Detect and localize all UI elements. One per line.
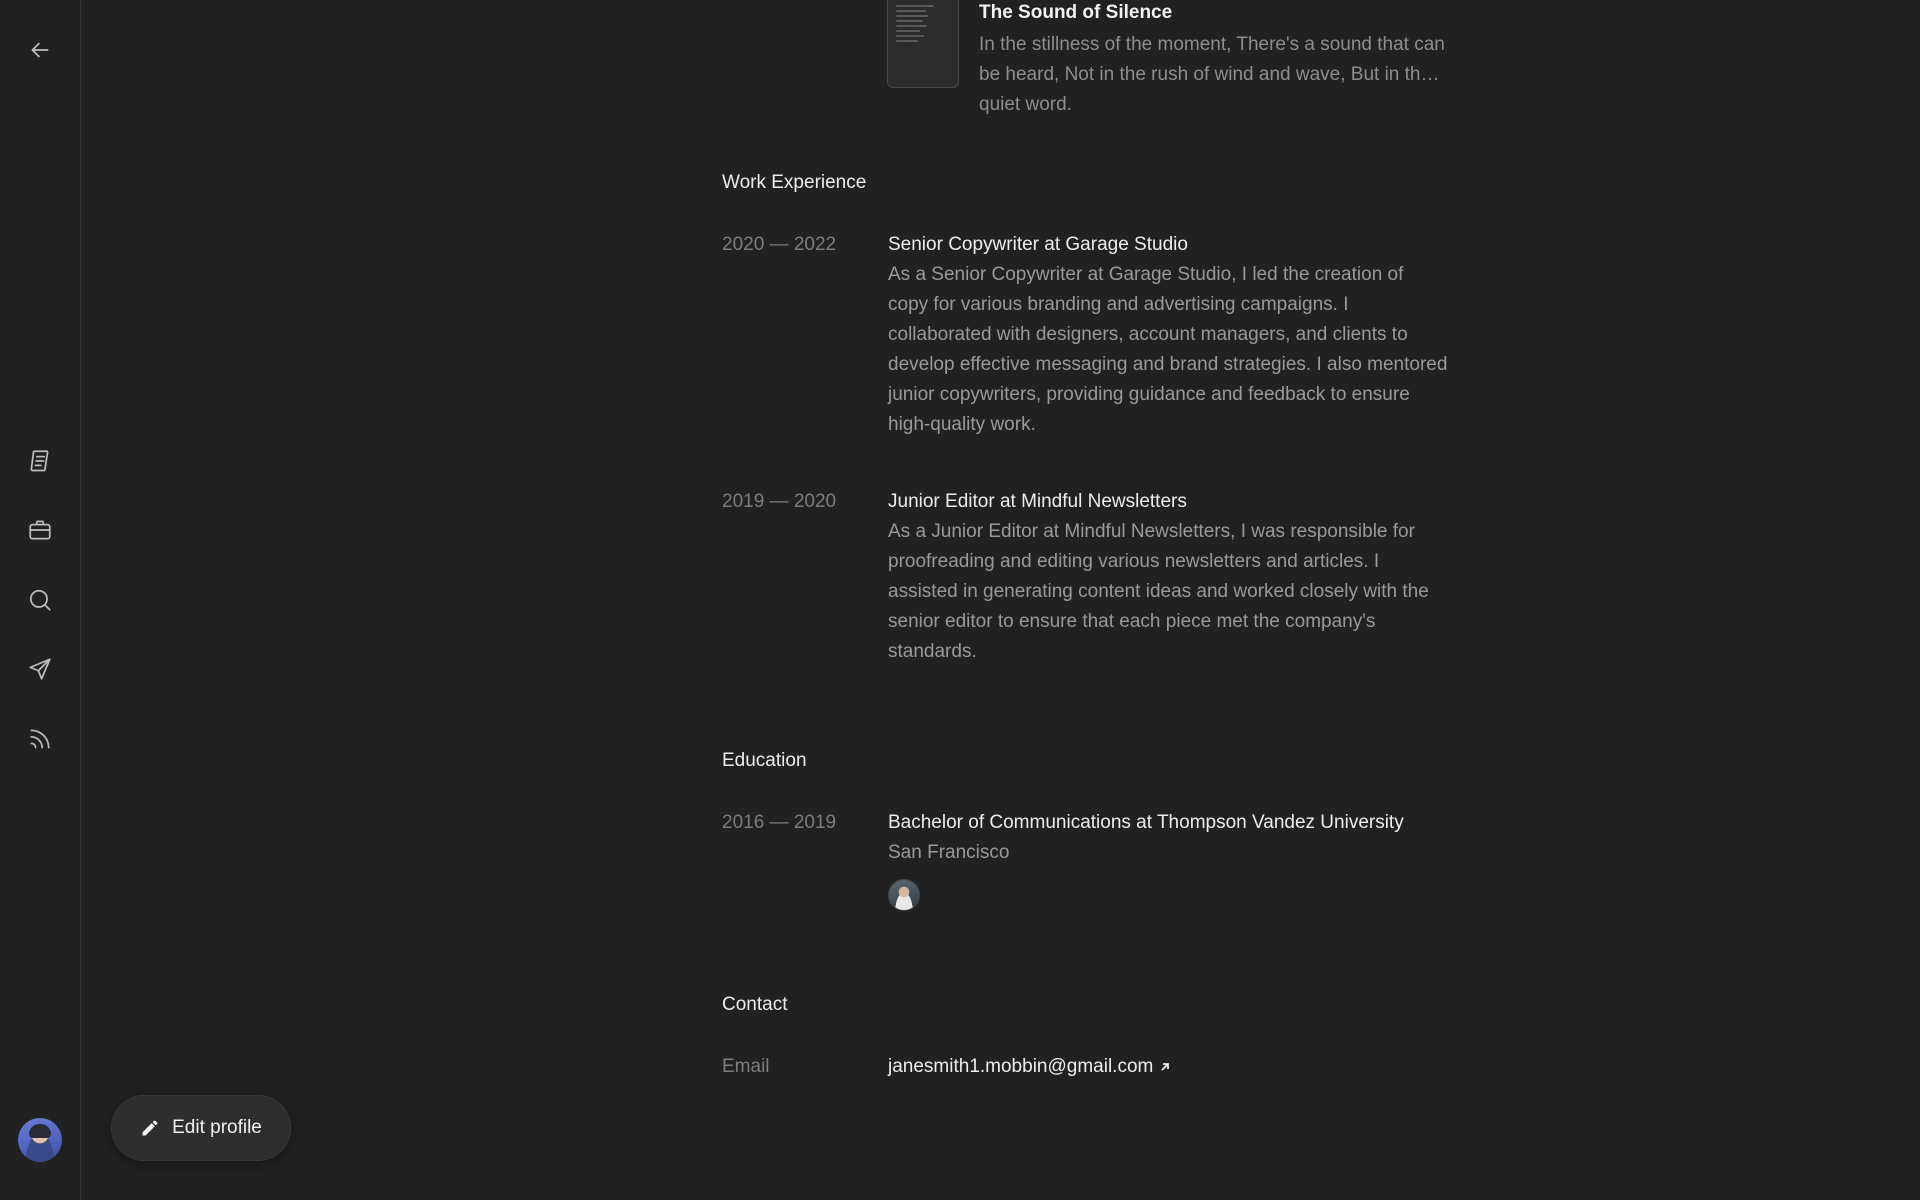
sidebar-item-messages[interactable] bbox=[20, 649, 60, 689]
poem-excerpt: In the stillness of the moment, There's a sound that can be heard, Not in the rush of wind and wave, But in the quiet word. bbox=[979, 34, 1445, 115]
work-dates: 2019 — 2020 bbox=[722, 491, 837, 512]
arrow-left-icon bbox=[27, 37, 53, 63]
section-title-work: Work Experience bbox=[722, 172, 867, 193]
sidebar-item-notes[interactable] bbox=[20, 441, 60, 481]
rss-icon bbox=[27, 726, 53, 752]
work-description: As a Senior Copywriter at Garage Studio, I led the creation of copy for various branding and advertising campaigns. I collaborated with designers, account managers, and clients to develop effective messaging and brand strategies. I also mentored junior copywriters, providing guidance and feedback to ensure high-quality work. bbox=[888, 264, 1448, 435]
education-degree: Bachelor of Communications at Thompson Vandez University bbox=[888, 812, 1404, 833]
school-avatar[interactable] bbox=[888, 879, 920, 911]
email-link[interactable] bbox=[888, 1056, 1171, 1078]
education-dates: 2016 — 2019 bbox=[722, 812, 837, 833]
sidebar bbox=[0, 0, 81, 1200]
edit-profile-button[interactable] bbox=[111, 1095, 291, 1161]
sidebar-item-jobs[interactable] bbox=[20, 510, 60, 550]
external-link-icon bbox=[1159, 1061, 1171, 1073]
briefcase-icon bbox=[27, 517, 53, 543]
notes-icon bbox=[27, 448, 53, 474]
edit-profile-label: Edit profile bbox=[172, 1117, 262, 1138]
profile-content bbox=[82, 0, 1920, 1200]
back-button[interactable] bbox=[20, 30, 60, 70]
sidebar-item-search[interactable] bbox=[20, 580, 60, 620]
poem-title[interactable]: The Sound of Silence bbox=[979, 2, 1173, 23]
pencil-icon bbox=[140, 1118, 160, 1138]
section-title-education: Education bbox=[722, 750, 807, 771]
work-role: Senior Copywriter at Garage Studio bbox=[888, 234, 1188, 255]
work-role: Junior Editor at Mindful Newsletters bbox=[888, 491, 1187, 512]
sidebar-item-feed[interactable] bbox=[20, 719, 60, 759]
avatar[interactable] bbox=[18, 1118, 62, 1162]
send-icon bbox=[27, 656, 53, 682]
education-location: San Francisco bbox=[888, 842, 1010, 863]
section-title-contact: Contact bbox=[722, 994, 788, 1015]
work-dates: 2020 — 2022 bbox=[722, 234, 837, 255]
search-icon bbox=[27, 587, 53, 613]
poem-thumbnail[interactable] bbox=[887, 0, 959, 88]
email-address: janesmith1.mobbin@gmail.com bbox=[888, 1056, 1154, 1077]
work-description: As a Junior Editor at Mindful Newsletters, I was responsible for proofreading and editing various newsletters and articles. I assisted in generating content ideas and worked closely with the senior editor to ensure that each piece met the company's standards. bbox=[888, 521, 1429, 662]
email-label: Email bbox=[722, 1056, 770, 1077]
